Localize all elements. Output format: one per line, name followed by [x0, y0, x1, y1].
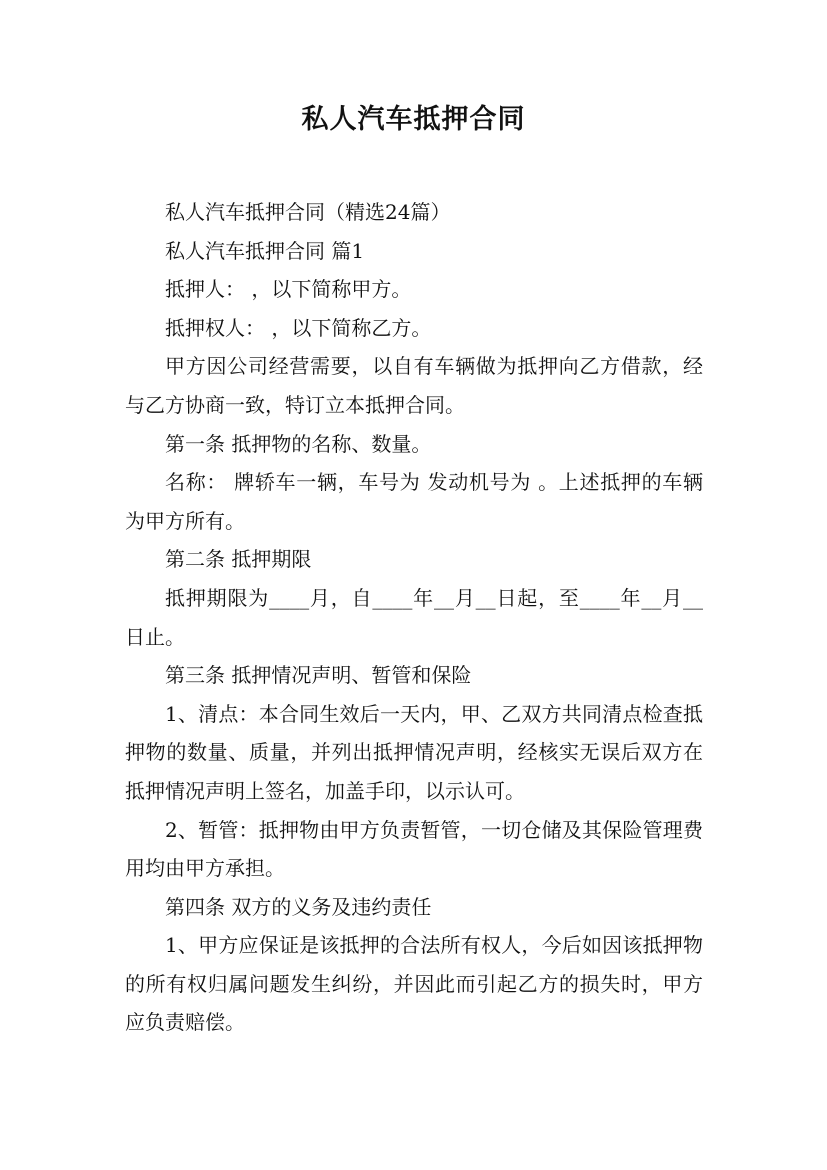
- section-heading: 第一条 抵押物的名称、数量。: [165, 431, 432, 456]
- paragraph: 抵押期限为____月，自____年__月__日起，至____年__月__日止。: [125, 585, 703, 649]
- section-heading: 第四条 双方的义务及违约责任: [165, 894, 432, 919]
- paragraph: 甲方因公司经营需要，以自有车辆做为抵押向乙方借款，经与乙方协商一致，特订立本抵押合同。: [125, 354, 703, 417]
- paragraph: 1、清点：本合同生效后一天内，甲、乙双方共同清点检查抵押物的数量、质量，并列出抵押情况声明，经核实无误后双方在抵押情况声明上签名，加盖手印，以示认可。: [125, 701, 703, 803]
- paragraph: 2、暂管：抵押物由甲方负责暂管，一切仓储及其保险管理费用均由甲方承担。: [125, 817, 703, 881]
- section-heading: 第二条 抵押期限: [165, 547, 312, 572]
- paragraph: 抵押权人： ，以下简称乙方。: [165, 315, 432, 340]
- paragraph: 私人汽车抵押合同（精选24篇）: [165, 200, 451, 224]
- paragraph: 抵押人： ，以下简称甲方。: [165, 277, 412, 302]
- document-body: [125, 193, 703, 1042]
- document-title: 私人汽车抵押合同: [301, 104, 526, 135]
- paragraph: 私人汽车抵押合同 篇1: [165, 238, 365, 263]
- paragraph: 1、甲方应保证是该抵押的合法所有权人，今后如因该抵押物的所有权归属问题发生纠纷，并因此而引起乙方的损失时，甲方应负责赔偿。: [125, 933, 703, 1035]
- paragraph: 名称： 牌轿车一辆，车号为 发动机号为 。上述抵押的车辆为甲方所有。: [125, 470, 703, 533]
- section-heading: 第三条 抵押情况声明、暂管和保险: [165, 663, 472, 688]
